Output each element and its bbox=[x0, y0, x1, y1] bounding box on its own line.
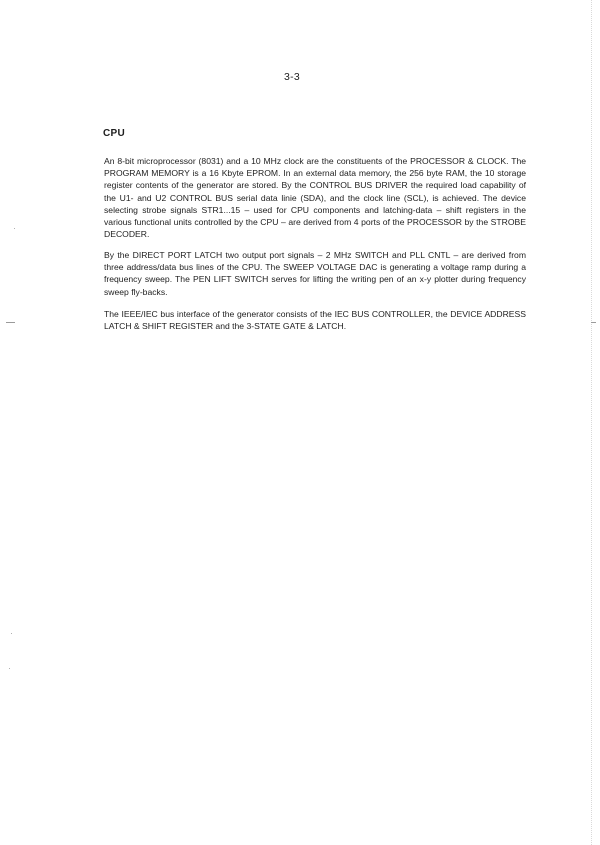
body-paragraph: By the DIRECT PORT LATCH two output port signals – 2 MHz SWITCH and PLL CNTL – are derived from three address/data bus lines of the CPU. The SWEEP VOLTAGE DAC is generating a voltage ramp during a frequency sweep. The PEN LIFT SWITCH serves for lifting the writing pen of an x-y plotter during frequency sweep fly-backs. bbox=[104, 250, 526, 297]
page-number: 3-3 bbox=[283, 71, 301, 83]
scan-edge-artifact bbox=[591, 0, 592, 845]
scan-dot bbox=[14, 228, 15, 229]
body-paragraph: An 8-bit microprocessor (8031) and a 10 MHz clock are the constituents of the PROCESSOR & CLOCK. The PROGRAM MEMORY is a 16 Kbyte EPROM. In an external data memory, the 256 byte RAM, the 10 storage register contents of the generator are stored. By the CONTROL BUS DRIVER the required load capability of the U1- and U2 CONTROL BUS serial data linie (SDA), and the clock line (SCL), is achieved. The device selecting strobe signals STR1...15 – used for CPU components and latching-data – shift registers in the various functional units controlled by the CPU – are derived from 4 ports of the PROCESSOR by the STROBE DECODER. bbox=[104, 156, 526, 240]
scan-mark-left bbox=[6, 322, 15, 323]
scan-mark-right bbox=[591, 322, 596, 323]
section-heading: CPU bbox=[103, 128, 126, 139]
scan-dot bbox=[9, 668, 10, 669]
body-paragraph: The IEEE/IEC bus interface of the generator consists of the IEC BUS CONTROLLER, the DEVICE ADDRESS LATCH & SHIFT REGISTER and the 3-STATE GATE & LATCH. bbox=[104, 309, 526, 332]
scan-dot bbox=[11, 633, 12, 634]
